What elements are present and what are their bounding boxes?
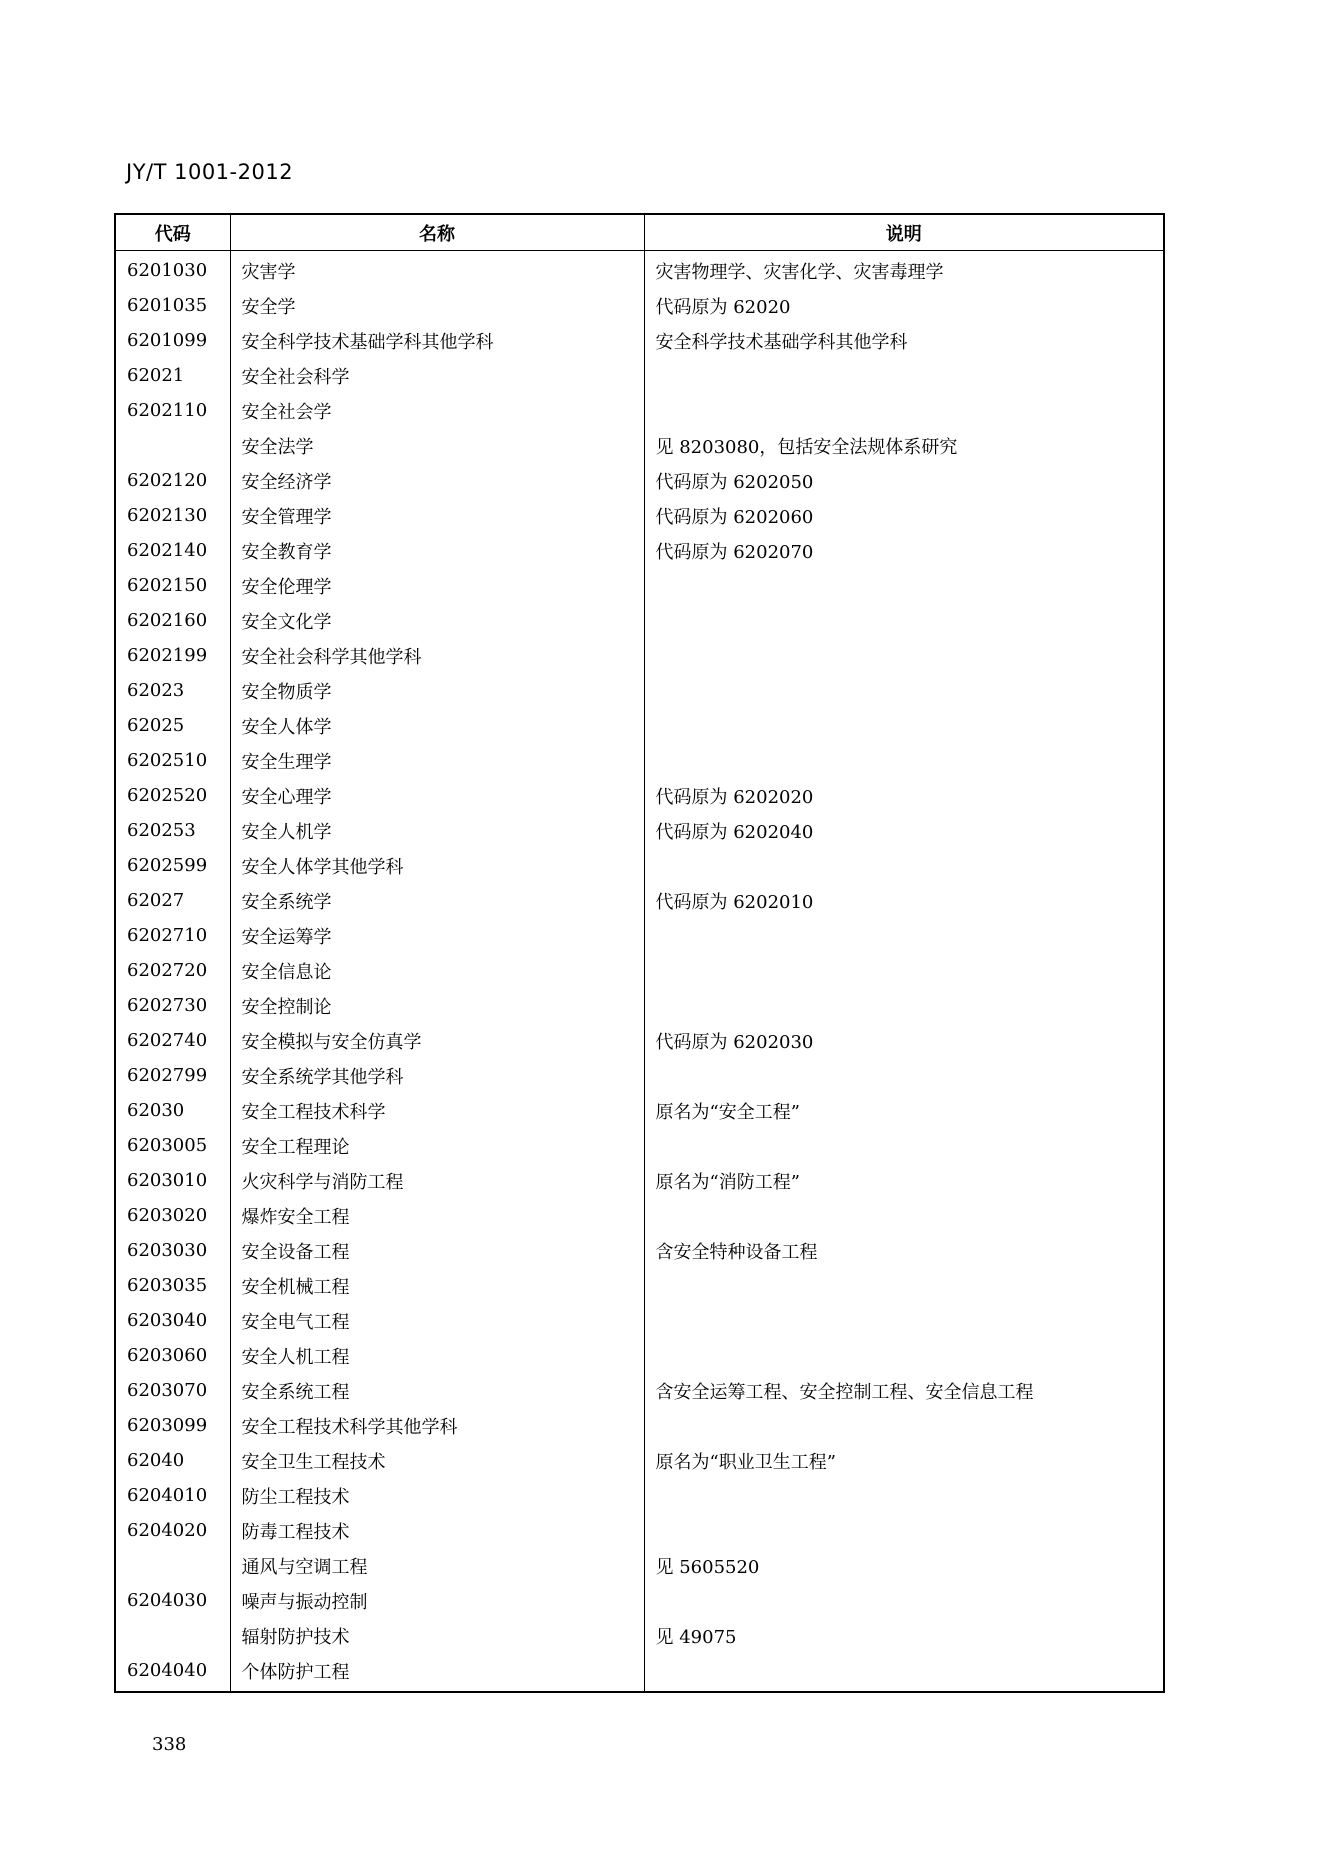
cell-name: 安全心理学 — [230, 778, 644, 813]
table-row — [115, 1268, 1164, 1303]
table-row — [115, 1338, 1164, 1373]
cell-name: 安全系统工程 — [230, 1373, 644, 1408]
cell-code: 6202510 — [127, 750, 208, 771]
standard-code-header: JY/T 1001-2012 — [126, 160, 294, 184]
table-row — [115, 708, 1164, 743]
cell-note — [644, 603, 1164, 638]
cell-name: 安全控制论 — [230, 988, 644, 1023]
cell-code: 6202710 — [127, 925, 208, 946]
cell-name: 通风与空调工程 — [230, 1548, 644, 1583]
table-row — [115, 1058, 1164, 1093]
cell-code: 6203060 — [127, 1345, 208, 1366]
cell-note: 代码原为 6202030 — [644, 1023, 1164, 1058]
cell-name: 安全人体学 — [230, 708, 644, 743]
cell-name: 安全法学 — [230, 428, 644, 463]
cell-name: 安全社会科学 — [230, 358, 644, 393]
cell-note: 代码原为 6202040 — [644, 813, 1164, 848]
cell-note — [644, 358, 1164, 393]
table-row — [115, 778, 1164, 813]
table-row — [115, 883, 1164, 918]
cell-code: 6202799 — [127, 1065, 208, 1086]
cell-note — [644, 1128, 1164, 1163]
cell-code: 6202140 — [127, 540, 208, 561]
table-row — [115, 953, 1164, 988]
cell-name: 安全社会科学其他学科 — [230, 638, 644, 673]
cell-name: 安全物质学 — [230, 673, 644, 708]
cell-note: 代码原为 6202010 — [644, 883, 1164, 918]
cell-code: 6201035 — [127, 295, 208, 316]
table-row — [115, 288, 1164, 323]
table-row — [115, 988, 1164, 1023]
cell-code: 620253 — [127, 820, 196, 841]
cell-name: 安全系统学 — [230, 883, 644, 918]
table-row — [115, 1163, 1164, 1198]
cell-name: 个体防护工程 — [230, 1653, 644, 1692]
cell-note: 安全科学技术基础学科其他学科 — [644, 323, 1164, 358]
column-header-note: 说明 — [644, 214, 1164, 251]
table-row — [115, 848, 1164, 883]
cell-name: 安全社会学 — [230, 393, 644, 428]
cell-note: 见 49075 — [644, 1618, 1164, 1653]
cell-note: 代码原为 6202020 — [644, 778, 1164, 813]
table-row — [115, 1128, 1164, 1163]
cell-name: 安全经济学 — [230, 463, 644, 498]
table-row — [115, 498, 1164, 533]
cell-code: 6203070 — [127, 1380, 208, 1401]
table-row — [115, 1478, 1164, 1513]
cell-code: 6204040 — [127, 1660, 208, 1681]
cell-name: 安全运筹学 — [230, 918, 644, 953]
cell-note — [644, 393, 1164, 428]
cell-name: 安全电气工程 — [230, 1303, 644, 1338]
page-number: 338 — [152, 1734, 187, 1755]
cell-note — [644, 1268, 1164, 1303]
table-row — [115, 568, 1164, 603]
table-row — [115, 1093, 1164, 1128]
cell-code: 6203040 — [127, 1310, 208, 1331]
table-row — [115, 428, 1164, 463]
cell-code: 6202520 — [127, 785, 208, 806]
cell-name: 安全科学技术基础学科其他学科 — [230, 323, 644, 358]
column-header-code: 代码 — [115, 214, 230, 251]
table-row — [115, 813, 1164, 848]
cell-code: 62030 — [127, 1100, 185, 1121]
cell-code: 6203099 — [127, 1415, 208, 1436]
cell-note — [644, 638, 1164, 673]
cell-name: 安全伦理学 — [230, 568, 644, 603]
cell-note — [644, 1198, 1164, 1233]
cell-code: 62027 — [127, 890, 185, 911]
table-row — [115, 251, 1164, 289]
table-body — [115, 251, 1164, 1693]
cell-code: 62025 — [127, 715, 185, 736]
discipline-code-table — [114, 213, 1165, 1693]
cell-code: 6203010 — [127, 1170, 208, 1191]
cell-code: 6201099 — [127, 330, 208, 351]
cell-name: 安全人机学 — [230, 813, 644, 848]
cell-code: 6203020 — [127, 1205, 208, 1226]
cell-name: 辐射防护技术 — [230, 1618, 644, 1653]
cell-note — [644, 1513, 1164, 1548]
table-row — [115, 1303, 1164, 1338]
table-row — [115, 1373, 1164, 1408]
table-row — [115, 1583, 1164, 1618]
cell-name: 安全设备工程 — [230, 1233, 644, 1268]
cell-note — [644, 953, 1164, 988]
cell-name: 安全人机工程 — [230, 1338, 644, 1373]
cell-name: 防尘工程技术 — [230, 1478, 644, 1513]
cell-name: 安全文化学 — [230, 603, 644, 638]
table-row — [115, 1653, 1164, 1692]
cell-name: 安全教育学 — [230, 533, 644, 568]
table-row — [115, 1548, 1164, 1583]
cell-code: 6204020 — [127, 1520, 208, 1541]
table-row — [115, 1198, 1164, 1233]
cell-name: 安全工程理论 — [230, 1128, 644, 1163]
cell-name: 灾害学 — [230, 251, 644, 289]
cell-code: 6202130 — [127, 505, 208, 526]
table-row — [115, 918, 1164, 953]
cell-code: 6204010 — [127, 1485, 208, 1506]
cell-code: 6202120 — [127, 470, 208, 491]
cell-name: 安全生理学 — [230, 743, 644, 778]
cell-name: 安全信息论 — [230, 953, 644, 988]
table-row — [115, 323, 1164, 358]
table-row — [115, 743, 1164, 778]
cell-note — [644, 1408, 1164, 1443]
cell-name: 安全机械工程 — [230, 1268, 644, 1303]
cell-code: 62023 — [127, 680, 185, 701]
cell-note: 代码原为 6202060 — [644, 498, 1164, 533]
cell-note: 见 8203080，包括安全法规体系研究 — [644, 428, 1164, 463]
cell-note: 含安全特种设备工程 — [644, 1233, 1164, 1268]
table-row — [115, 638, 1164, 673]
table-row — [115, 1513, 1164, 1548]
table-row — [115, 1443, 1164, 1478]
cell-name: 防毒工程技术 — [230, 1513, 644, 1548]
cell-code — [115, 1548, 230, 1583]
cell-note — [644, 918, 1164, 953]
cell-note — [644, 988, 1164, 1023]
table-row — [115, 1023, 1164, 1058]
table-row — [115, 603, 1164, 638]
cell-code: 6203035 — [127, 1275, 208, 1296]
cell-note — [644, 848, 1164, 883]
cell-name: 安全学 — [230, 288, 644, 323]
cell-code: 6202160 — [127, 610, 208, 631]
cell-code: 6202150 — [127, 575, 208, 596]
table-row — [115, 533, 1164, 568]
cell-code: 6202110 — [127, 400, 208, 421]
column-header-name: 名称 — [230, 214, 644, 251]
table-row — [115, 673, 1164, 708]
cell-note: 原名为“消防工程” — [644, 1163, 1164, 1198]
cell-note — [644, 1058, 1164, 1093]
cell-note: 含安全运筹工程、安全控制工程、安全信息工程 — [644, 1373, 1164, 1408]
discipline-code-table-container — [114, 213, 1163, 1693]
cell-name: 安全工程技术科学其他学科 — [230, 1408, 644, 1443]
cell-code: 6202599 — [127, 855, 208, 876]
cell-code: 6202730 — [127, 995, 208, 1016]
cell-name: 安全卫生工程技术 — [230, 1443, 644, 1478]
cell-code: 6201030 — [127, 260, 208, 281]
cell-name: 火灾科学与消防工程 — [230, 1163, 644, 1198]
table-row — [115, 393, 1164, 428]
cell-code: 62040 — [127, 1450, 185, 1471]
cell-note: 代码原为 62020 — [644, 288, 1164, 323]
table-row — [115, 463, 1164, 498]
cell-note — [644, 743, 1164, 778]
cell-note — [644, 673, 1164, 708]
cell-note: 见 5605520 — [644, 1548, 1164, 1583]
table-header-row — [115, 214, 1164, 251]
cell-name: 安全管理学 — [230, 498, 644, 533]
cell-note: 代码原为 6202050 — [644, 463, 1164, 498]
cell-code: 6203005 — [127, 1135, 208, 1156]
cell-name: 安全人体学其他学科 — [230, 848, 644, 883]
cell-code — [115, 1618, 230, 1653]
cell-note — [644, 708, 1164, 743]
cell-note — [644, 1653, 1164, 1692]
cell-code: 6202199 — [127, 645, 208, 666]
cell-name: 噪声与振动控制 — [230, 1583, 644, 1618]
cell-code: 6204030 — [127, 1590, 208, 1611]
cell-note — [644, 1583, 1164, 1618]
cell-code: 62021 — [127, 365, 185, 386]
cell-name: 爆炸安全工程 — [230, 1198, 644, 1233]
table-row — [115, 1233, 1164, 1268]
table-row — [115, 1618, 1164, 1653]
cell-note: 灾害物理学、灾害化学、灾害毒理学 — [644, 251, 1164, 289]
cell-code — [115, 428, 230, 463]
cell-note — [644, 1478, 1164, 1513]
cell-note — [644, 1303, 1164, 1338]
cell-code: 6202740 — [127, 1030, 208, 1051]
cell-note — [644, 1338, 1164, 1373]
cell-note — [644, 568, 1164, 603]
table-row — [115, 1408, 1164, 1443]
cell-name: 安全模拟与安全仿真学 — [230, 1023, 644, 1058]
cell-code: 6202720 — [127, 960, 208, 981]
cell-name: 安全系统学其他学科 — [230, 1058, 644, 1093]
cell-note: 代码原为 6202070 — [644, 533, 1164, 568]
cell-note: 原名为“职业卫生工程” — [644, 1443, 1164, 1478]
table-row — [115, 358, 1164, 393]
cell-name: 安全工程技术科学 — [230, 1093, 644, 1128]
cell-note: 原名为“安全工程” — [644, 1093, 1164, 1128]
cell-code: 6203030 — [127, 1240, 208, 1261]
